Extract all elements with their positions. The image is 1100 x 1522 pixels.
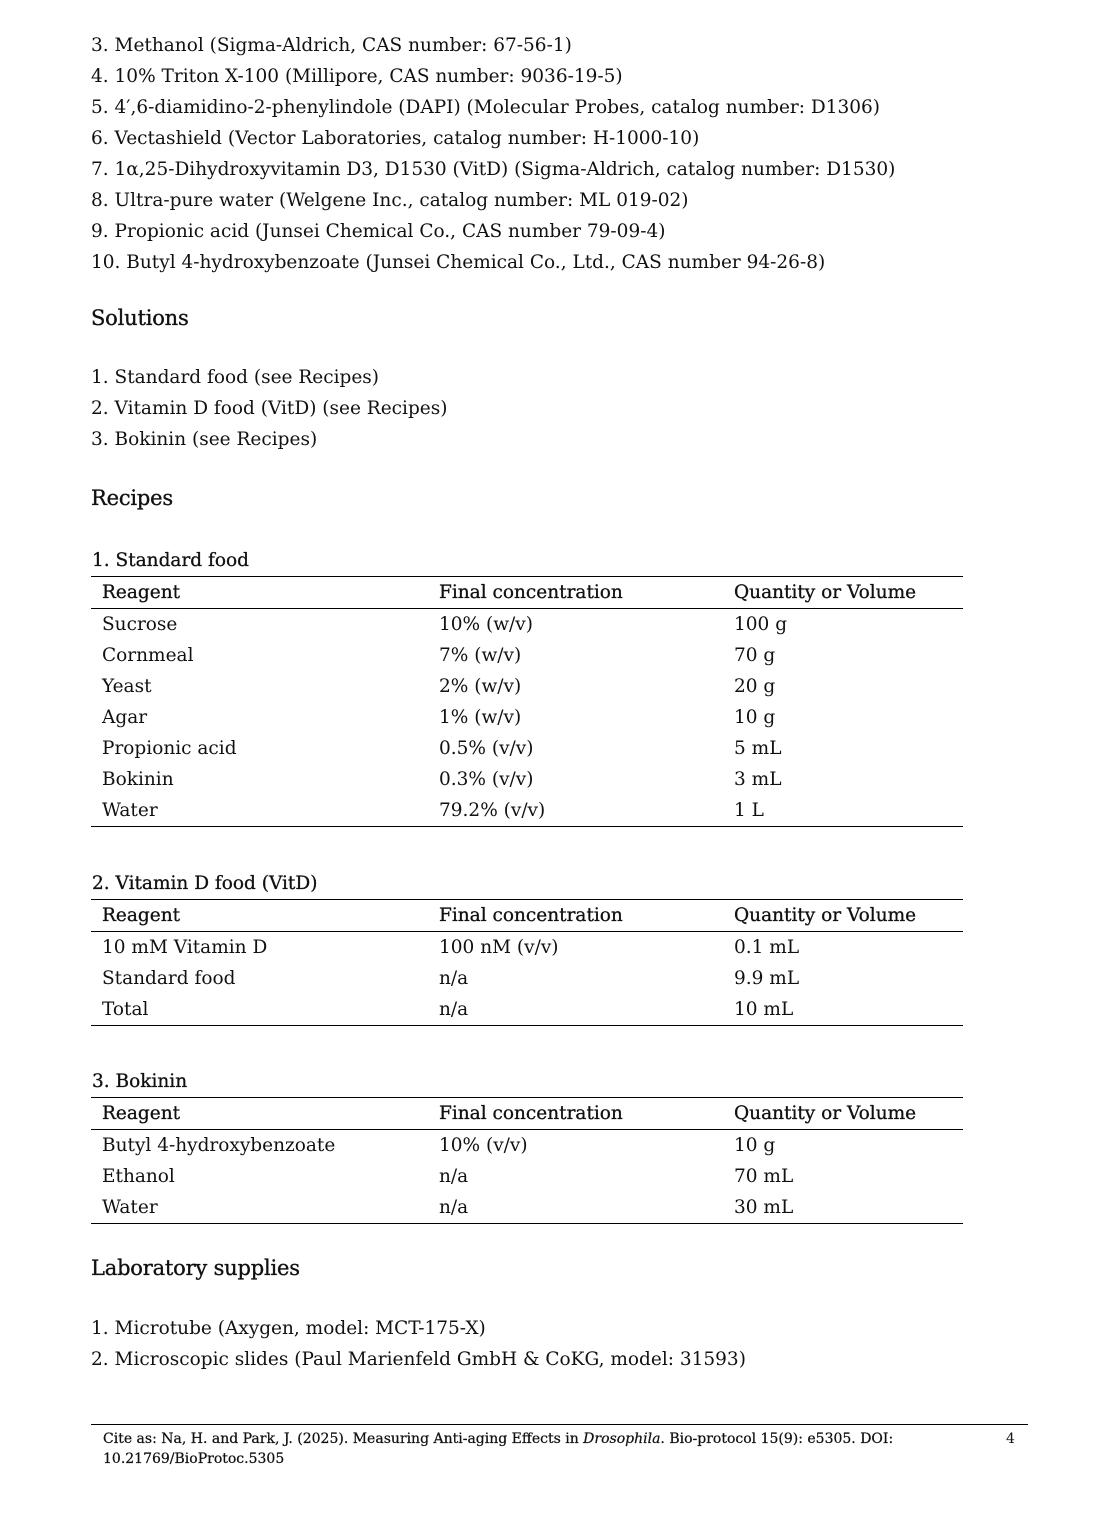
table-cell: 0.1 mL <box>734 937 800 958</box>
reagents-list <box>91 30 963 278</box>
column-header: Quantity or Volume <box>734 1103 917 1124</box>
column-header: Final concentration <box>439 905 623 926</box>
table-row <box>91 671 963 702</box>
table-cell: 100 g <box>734 614 788 635</box>
table-header-row <box>91 577 963 609</box>
table-cell: 20 g <box>734 676 776 697</box>
list-item: 3. Bokinin (see Recipes) <box>91 429 318 450</box>
laboratory-supplies-list <box>91 1313 963 1375</box>
vitamin-d-food-table <box>91 899 963 1026</box>
table-row <box>91 932 963 964</box>
list-item: 2. Vitamin D food (VitD) (see Recipes) <box>91 398 448 419</box>
table-cell: 0.5% (v/v) <box>439 738 534 759</box>
table-cell: 2% (w/v) <box>439 676 522 697</box>
list-item: 6. Vectashield (Vector Laboratories, catalog number: H-1000-10) <box>91 128 700 149</box>
solutions-list <box>91 362 963 455</box>
table-title-bokinin: 3. Bokinin <box>92 1071 188 1092</box>
list-item: 2. Microscopic slides (Paul Marienfeld GmbH & CoKG, model: 31593) <box>91 1349 746 1370</box>
column-header: Quantity or Volume <box>734 905 917 926</box>
citation-footer <box>103 1429 923 1469</box>
column-header: Reagent <box>102 582 181 603</box>
list-item: 9. Propionic acid (Junsei Chemical Co., CAS number 79-09-4) <box>91 221 666 242</box>
table-cell: 10 mM Vitamin D <box>102 937 268 958</box>
table-cell: Propionic acid <box>102 738 237 759</box>
citation-text-end: . Bio-protocol 15(9): e5305. DOI: 10.21769/BioProtoc.5305 <box>103 1431 894 1467</box>
column-header: Reagent <box>102 1103 181 1124</box>
table-header-row <box>91 1098 963 1130</box>
page-content <box>91 30 963 1375</box>
table-title-vitamin-d-food: 2. Vitamin D food (VitD) <box>92 873 318 894</box>
column-header: Final concentration <box>439 1103 623 1124</box>
list-item: 8. Ultra-pure water (Welgene Inc., catalog number: ML 019-02) <box>91 190 689 211</box>
bokinin-table <box>91 1097 963 1224</box>
list-item: 7. 1α,25-Dihydroxyvitamin D3, D1530 (VitD) (Sigma-Aldrich, catalog number: D1530) <box>91 159 896 180</box>
page-number: 4 <box>1006 1431 1015 1447</box>
table-cell: 10 mL <box>734 999 794 1020</box>
list-item: 10. Butyl 4-hydroxybenzoate (Junsei Chemical Co., Ltd., CAS number 94-26-8) <box>91 252 826 273</box>
recipes-heading: Recipes <box>91 486 173 510</box>
table-cell: 0.3% (v/v) <box>439 769 534 790</box>
table-title-standard-food: 1. Standard food <box>92 550 249 571</box>
table-cell: 10% (v/v) <box>439 1135 528 1156</box>
column-header: Final concentration <box>439 582 623 603</box>
table-cell: 70 g <box>734 645 776 666</box>
table-cell: n/a <box>439 1166 469 1187</box>
column-header: Quantity or Volume <box>734 582 917 603</box>
table-row <box>91 1130 963 1162</box>
table-row <box>91 994 963 1026</box>
table-cell: 1 L <box>734 800 764 821</box>
table-cell: 7% (w/v) <box>439 645 522 666</box>
solutions-heading: Solutions <box>91 306 189 330</box>
table-row <box>91 640 963 671</box>
list-item: 5. 4′,6-diamidino-2-phenylindole (DAPI) (Molecular Probes, catalog number: D1306) <box>91 97 881 118</box>
table-row <box>91 1161 963 1192</box>
table-cell: 30 mL <box>734 1197 794 1218</box>
table-row <box>91 702 963 733</box>
citation-species: Drosophila <box>583 1431 661 1447</box>
table-cell: n/a <box>439 1197 469 1218</box>
table-cell: Yeast <box>102 676 152 697</box>
table-cell: 1% (w/v) <box>439 707 522 728</box>
table-cell: 5 mL <box>734 738 782 759</box>
table-cell: n/a <box>439 999 469 1020</box>
list-item: 3. Methanol (Sigma-Aldrich, CAS number: 67-56-1) <box>91 35 572 56</box>
table-cell: 10 g <box>734 1135 776 1156</box>
table-cell: 79.2% (v/v) <box>439 800 546 821</box>
table-cell: Cornmeal <box>102 645 194 666</box>
table-cell: n/a <box>439 968 469 989</box>
table-cell: 10% (w/v) <box>439 614 533 635</box>
table-cell: 3 mL <box>734 769 782 790</box>
table-row <box>91 764 963 795</box>
table-cell: Water <box>102 800 158 821</box>
standard-food-table <box>91 576 963 827</box>
laboratory-supplies-heading: Laboratory supplies <box>91 1256 300 1280</box>
citation-text: Cite as: Na, H. and Park, J. (2025). Measuring Anti-aging Effects in <box>103 1431 584 1447</box>
table-row <box>91 609 963 641</box>
table-cell: Water <box>102 1197 158 1218</box>
column-header: Reagent <box>102 905 181 926</box>
table-row <box>91 733 963 764</box>
table-cell: 9.9 mL <box>734 968 800 989</box>
table-cell: Bokinin <box>102 769 174 790</box>
table-cell: Ethanol <box>102 1166 175 1187</box>
list-item: 4. 10% Triton X-100 (Millipore, CAS number: 9036-19-5) <box>91 66 623 87</box>
table-cell: Sucrose <box>102 614 178 635</box>
table-row <box>91 795 963 827</box>
table-row <box>91 963 963 994</box>
table-header-row <box>91 900 963 932</box>
table-cell: Total <box>102 999 149 1020</box>
footer-divider <box>91 1424 1028 1425</box>
table-cell: 10 g <box>734 707 776 728</box>
list-item: 1. Standard food (see Recipes) <box>91 367 380 388</box>
table-cell: 100 nM (v/v) <box>439 937 559 958</box>
table-cell: 70 mL <box>734 1166 794 1187</box>
table-row <box>91 1192 963 1224</box>
list-item: 1. Microtube (Axygen, model: MCT-175-X) <box>91 1318 486 1339</box>
table-cell: Agar <box>102 707 148 728</box>
table-cell: Standard food <box>102 968 236 989</box>
table-cell: Butyl 4-hydroxybenzoate <box>102 1135 336 1156</box>
